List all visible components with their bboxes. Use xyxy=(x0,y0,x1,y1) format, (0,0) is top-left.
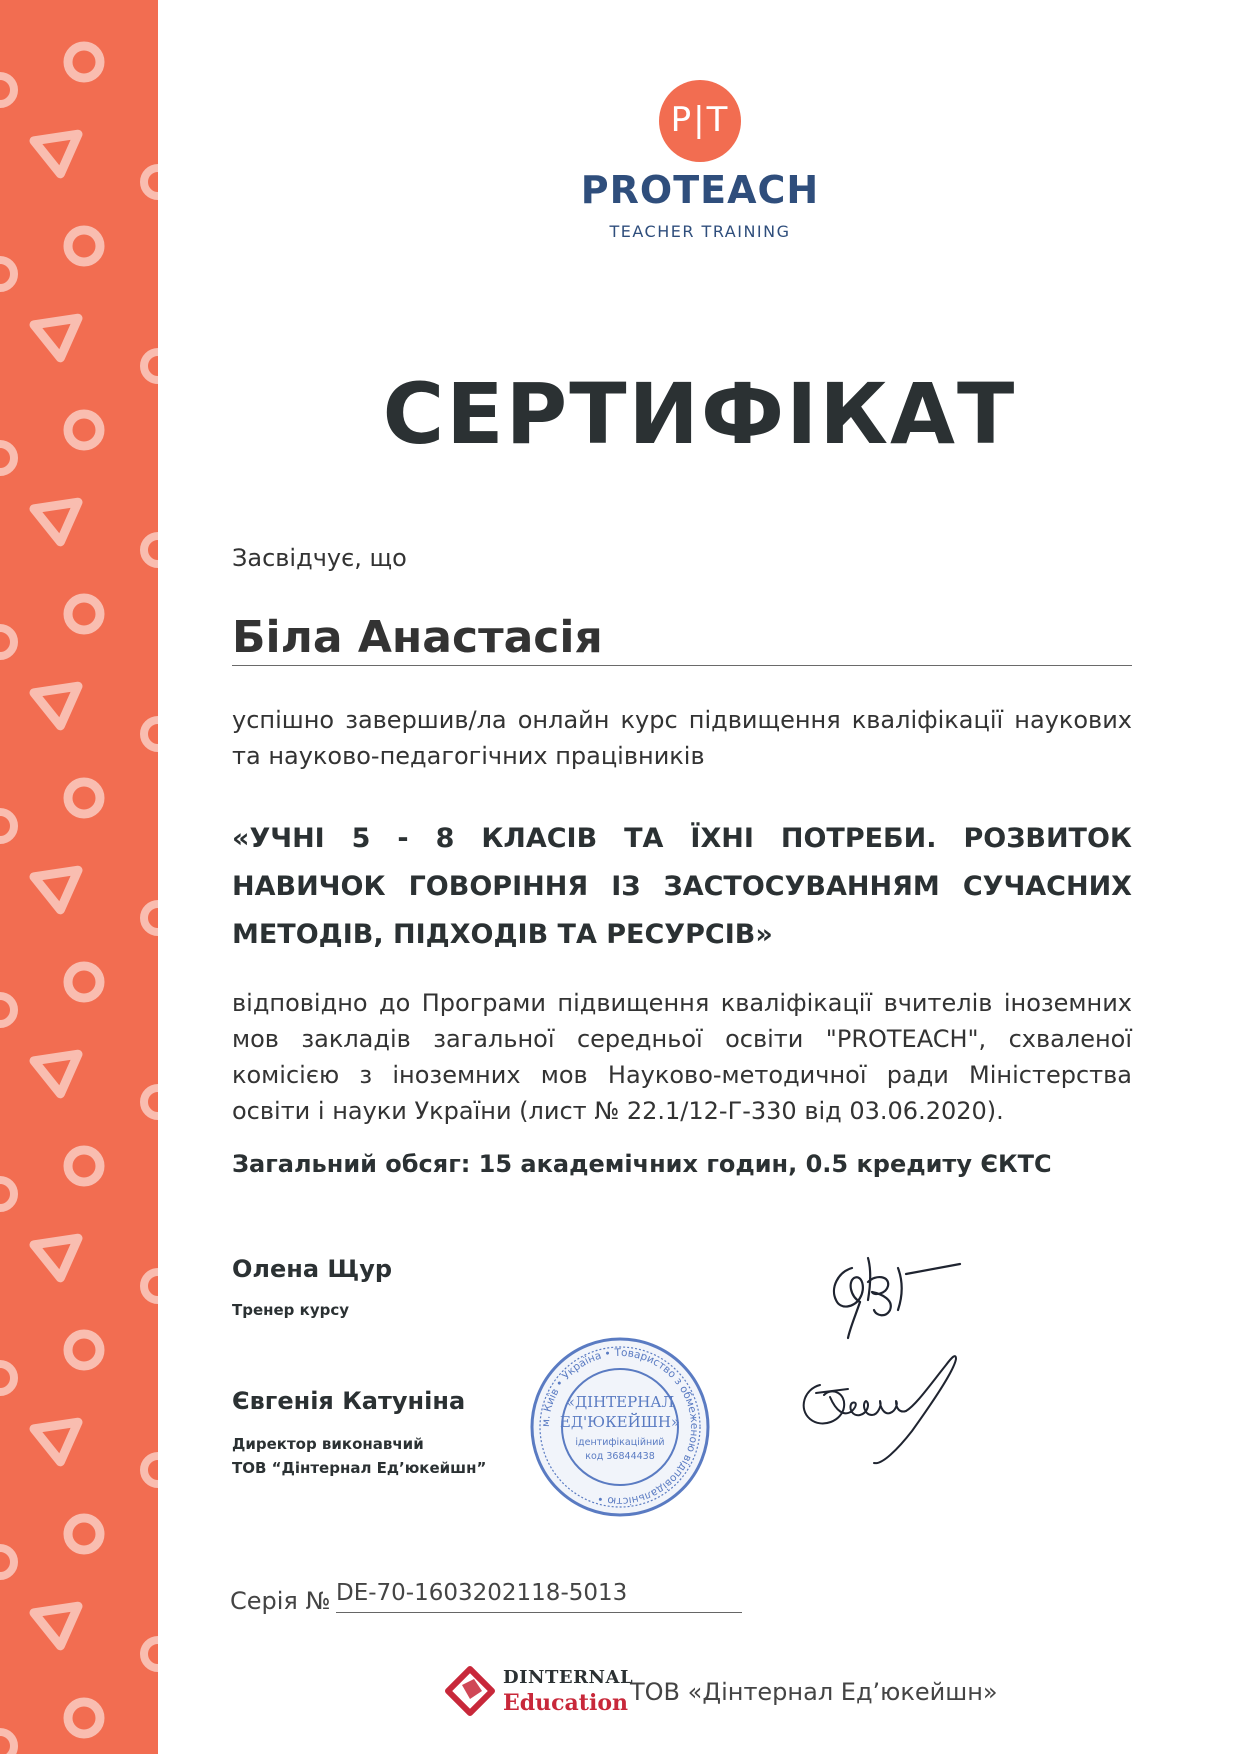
pattern-circle xyxy=(0,782,100,840)
pattern-triangle xyxy=(34,1054,158,1116)
proteach-logo xyxy=(560,80,840,241)
logo-subtitle: TEACHER TRAINING xyxy=(609,222,791,241)
pattern-triangle xyxy=(34,318,158,380)
official-stamp xyxy=(528,1335,712,1519)
completed-text: успішно завершив/ла онлайн курс підвищення кваліфікації наукових та науково-педагогічних працівників xyxy=(232,706,1132,770)
pattern-triangle xyxy=(34,1606,158,1668)
pattern-circle xyxy=(0,46,100,104)
pattern-triangle xyxy=(34,134,158,196)
pattern-triangle xyxy=(34,686,158,748)
footer-brand-line-1: DINTERNAL xyxy=(503,1667,634,1688)
side-pattern xyxy=(0,0,158,1754)
director-organization: ТОВ “Дінтернал Ед’юкейшн” xyxy=(232,1459,487,1477)
pattern-circle xyxy=(0,1334,100,1392)
stamp-line-1: «ДІНТЕРНАЛ xyxy=(565,1393,675,1411)
pattern-triangle xyxy=(34,502,158,564)
pattern-circle xyxy=(0,1518,100,1576)
stamp-line-2: ЕД'ЮКЕЙШН» xyxy=(559,1413,681,1431)
pattern-triangle xyxy=(34,1238,158,1300)
decorative-side-band xyxy=(0,0,158,1754)
pattern-triangle xyxy=(34,1422,158,1484)
volume-text: Загальний обсяг: 15 академічних годин, 0.5 кредиту ЄКТС xyxy=(232,1150,1052,1178)
pattern-circle xyxy=(0,598,100,656)
recipient-name: Біла Анастасія xyxy=(232,612,1132,666)
program-text: відповідно до Програми підвищення кваліфікації вчителів іноземних мов закладів загальної середньої освіти "PROTEACH", схваленої комісією з іноземних мов Науково-методичної ради Міністерства освіти і науки України (лист № 22.1/12-Г-330 від 03.06.2020). xyxy=(232,989,1132,1125)
director-name: Євгенія Катуніна xyxy=(232,1387,466,1415)
certifies-text: Засвідчує, що xyxy=(232,544,407,572)
stamp-line-4: код 36844438 xyxy=(585,1451,655,1462)
serial-number: DE-70-1603202118-5013 xyxy=(336,1580,742,1613)
trainer-signature xyxy=(810,1238,980,1348)
logo-initials: P|T xyxy=(670,100,730,140)
director-signature xyxy=(790,1345,980,1475)
serial-label: Серія № xyxy=(230,1587,331,1615)
course-title: «УЧНІ 5 - 8 КЛАСІВ ТА ЇХНІ ПОТРЕБИ. РОЗВИТОК НАВИЧОК ГОВОРІННЯ ІЗ ЗАСТОСУВАННЯМ СУЧАСНИХ МЕТОДІВ, ПІДХОДІВ ТА РЕСУРСІВ» xyxy=(232,823,1132,950)
director-role: Директор виконавчий xyxy=(232,1435,424,1453)
pattern-triangle xyxy=(34,870,158,932)
certificate-title: СЕРТИФІКАТ xyxy=(382,365,1017,463)
dinternal-logo-icon xyxy=(444,1665,496,1717)
pattern-circle xyxy=(0,414,100,472)
pattern-circle xyxy=(0,1702,100,1754)
stamp-line-3: ідентифікаційний xyxy=(575,1437,665,1448)
footer-brand-line-2: Education xyxy=(503,1690,628,1716)
footer-organization: ТОВ «Дінтернал Ед’юкейшн» xyxy=(630,1678,998,1706)
pattern-circle xyxy=(0,1150,100,1208)
pattern-circle xyxy=(0,230,100,288)
trainer-role: Тренер курсу xyxy=(232,1301,350,1319)
trainer-name: Олена Щур xyxy=(232,1255,393,1283)
pattern-circle xyxy=(0,966,100,1024)
stamp-ring-text: м. Київ • Україна • Товариство з обмеженою відповідальністю • xyxy=(539,1346,701,1508)
logo-name: PROTEACH xyxy=(580,168,820,212)
logo-mark xyxy=(659,80,741,162)
